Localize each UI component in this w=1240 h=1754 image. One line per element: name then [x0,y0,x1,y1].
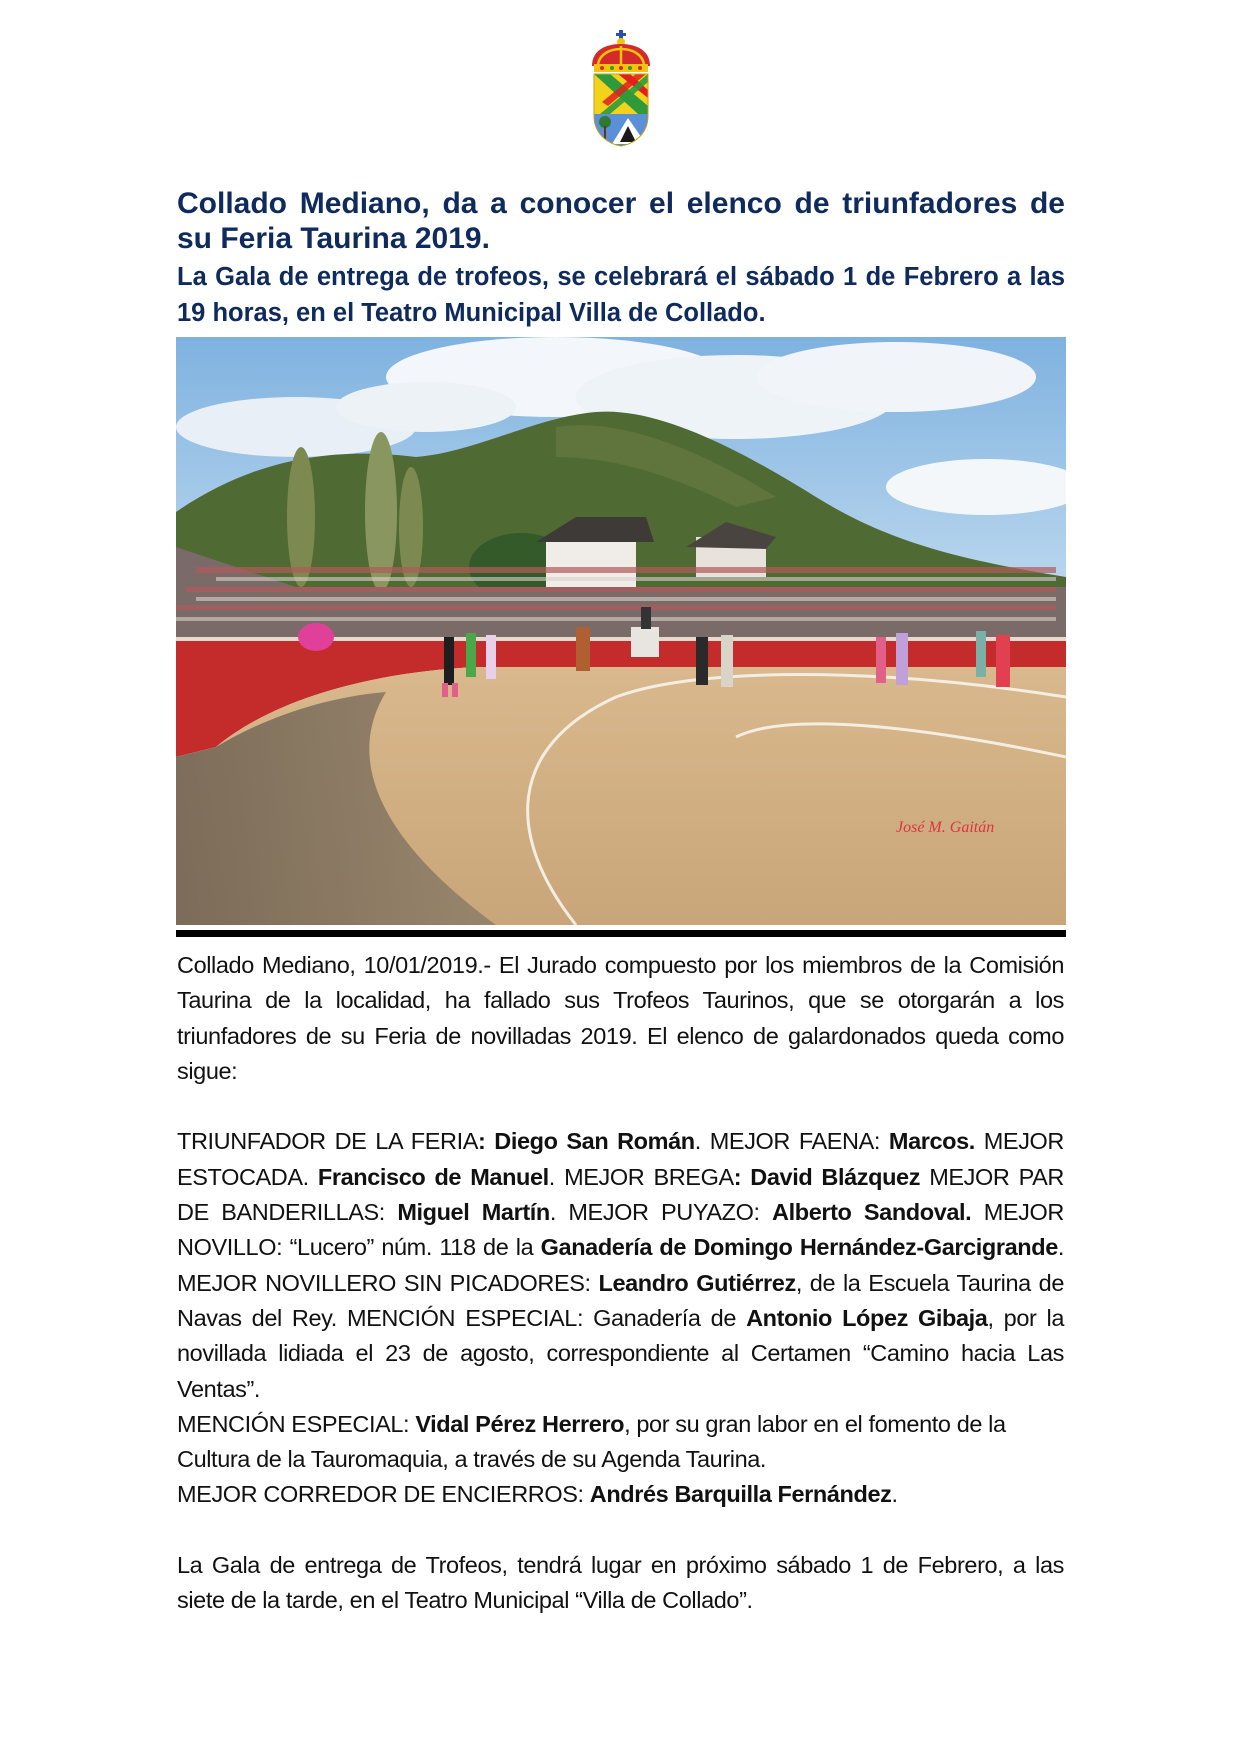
closing-paragraph: La Gala de entrega de Trofeos, tendrá lugar en próximo sábado 1 de Febrero, a las siete de la tarde, en el Teatro Municipal “Villa de Collado”. [177,1552,1064,1614]
award-label: MEJOR NOVILLERO SIN PICADORES [177,1269,585,1296]
award-line-special-2: MENCIÓN ESPECIAL: Vidal Pérez Herrero, por su gran labor en el fomento de la Cultura de la Tauromaquia, a través de su Agenda Taurina. [177,1410,1006,1473]
intro-paragraph: Collado Mediano, 10/01/2019.- El Jurado compuesto por los miembros de la Comisión Taurina de la localidad, ha fallado sus Trofeos Taurinos, que se otorgarán a los triunfadores de su Feria de novilladas 2019. El elenco de galardonados queda como sigue: [177,952,1064,1084]
award-label: MEJOR PUYAZO [568,1199,754,1226]
award-label: MEJOR BREGA [564,1163,734,1190]
award-label: MEJOR NOVILLO [177,1199,1064,1261]
award-winner: Alberto Sandoval. [772,1199,972,1226]
award-winner: Ganadería de Domingo Hernández-Garcigrande [540,1234,1058,1261]
award-winner: Leandro Gutiérrez [598,1269,796,1296]
award-winner: Diego San Román [494,1128,695,1155]
award-winner: Marcos. [888,1128,975,1155]
page-title: Collado Mediano, da a conocer el elenco de triunfadores de su Feria Taurina 2019. [177,187,1065,255]
award-label: MEJOR CORREDOR DE ENCIERROS [177,1481,578,1508]
award-winner: Antonio López Gibaja [746,1304,988,1331]
award-label: MEJOR ESTOCADA [177,1128,1065,1190]
separator-rule [176,930,1066,937]
page-subtitle: La Gala de entrega de trofeos, se celebrará el sábado 1 de Febrero a las 19 horas, en el Teatro Municipal Villa de Collado. [177,263,1065,327]
bullring-photo [176,337,1066,925]
award-winner: Miguel Martín [397,1199,550,1226]
award-winner: David Blázquez [750,1163,921,1190]
award-winner: Francisco de Manuel [317,1163,549,1190]
headline-block [177,186,1065,331]
article-body [177,948,1064,1619]
award-label: MENCIÓN ESPECIAL [346,1304,577,1331]
award-label: MEJOR FAENA [709,1128,874,1155]
photo-watermark: José M. Gaitán [896,819,995,836]
award-winner: Andrés Barquilla Fernández [589,1481,892,1508]
award-label: TRIUNFADOR DE LA FERIA [177,1128,478,1155]
award-line-encierros: MEJOR CORREDOR DE ENCIERROS: Andrés Barquilla Fernández. [177,1481,898,1508]
awards-paragraph: TRIUNFADOR DE LA FERIA: Diego San Román. MEJOR FAENA: Marcos. MEJOR ESTOCADA. Francisco de Manuel. MEJOR BREGA: David Blázquez MEJOR PAR DE BANDERILLAS: Miguel Martín. MEJOR PUYAZO: Alberto Sandoval. MEJOR NOVILLO: “Lucero” núm. 118 de la Ganadería de Domingo Hernández-Garcigrande. MEJOR NOVILLERO SIN PICADORES: Leandro Gutiérrez, de la Escuela Taurina de Navas del Rey. MENCIÓN ESPECIAL: Ganadería de Antonio López Gibaja, por la novillada lidiada el 23 de agosto, correspondiente al Certamen “Camino hacia Las Ventas”. [177,1128,1065,1402]
award-label: MEJOR PAR DE BANDERILLAS [177,1163,1064,1226]
award-label: MENCIÓN ESPECIAL [177,1410,404,1437]
municipal-crest-logo [588,30,654,148]
award-winner: Vidal Pérez Herrero [415,1410,625,1437]
